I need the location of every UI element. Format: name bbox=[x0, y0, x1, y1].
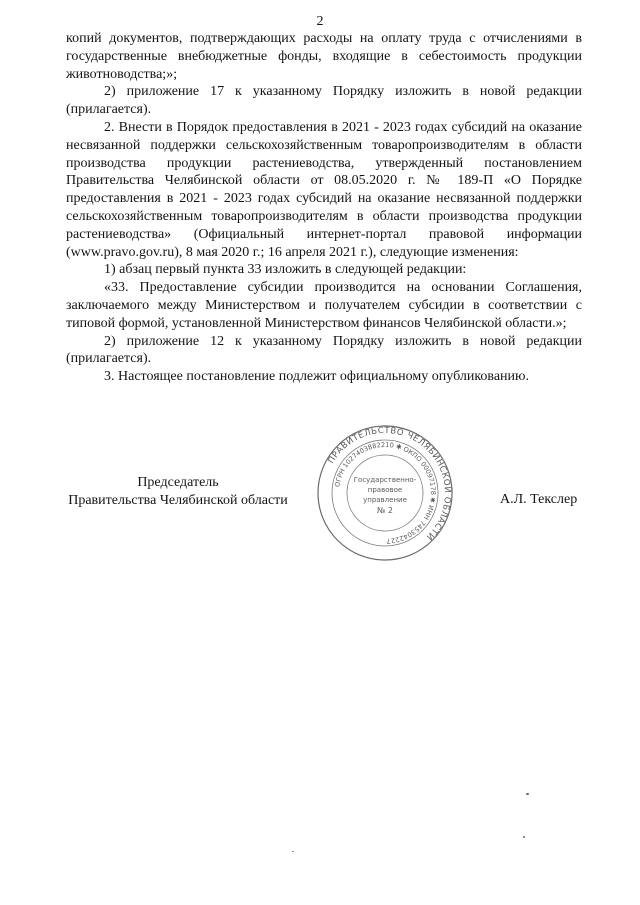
signatory-name: А.Л. Текслер bbox=[500, 492, 578, 507]
paragraph-appendix-17: 2) приложение 17 к указанному Порядку изложить в новой редакции (прилагается). bbox=[66, 84, 582, 118]
seal-outer-text: ПРАВИТЕЛЬСТВО ЧЕЛЯБИНСКОЙ ОБЛАСТИ bbox=[326, 425, 453, 542]
document-body bbox=[66, 30, 582, 386]
seal-center-line1: Государственно- bbox=[353, 476, 417, 484]
signatory-title bbox=[62, 474, 294, 509]
paragraph-amendment-2: 2. Внести в Порядок предоставления в 2021 - 2023 годах субсидий на оказание несвязанной поддержки сельскохозяйственным товаропроизводителям в области производства продукции растениеводства, утвержденный постановлением Правительства Челябинской области от 08.05.2020 г. № 189-П «О Порядке предоставления в 2021 - 2023 годах субсидий на оказание несвязанной поддержки сельскохозяйственным товаропроизводителям в области производства продукции растениеводства» (Официальный интернет-портал правовой информации (www.pravo.gov.ru), 8 мая 2020 г.; 16 апреля 2021 г.), следующие изменения: bbox=[66, 119, 582, 260]
seal-center-line3: управление bbox=[363, 496, 407, 504]
seal-center-line4: № 2 bbox=[377, 506, 393, 515]
official-seal bbox=[316, 424, 454, 562]
signatory-title-line1: Председатель bbox=[137, 475, 219, 490]
scan-speck bbox=[292, 851, 294, 852]
paragraph-publication: 3. Настоящее постановление подлежит официальному опубликованию. bbox=[104, 369, 529, 385]
paragraph-appendix-12: 2) приложение 12 к указанному Порядку изложить в новой редакции (прилагается). bbox=[66, 333, 582, 367]
seal-center-line2: правовое bbox=[367, 486, 403, 494]
seal-ring-text: ОГРН 1027403882210 ✱ ОКПО 00097178 ✱ ИНН 7453042227 bbox=[333, 440, 438, 546]
paragraph-subitem-1: 1) абзац первый пункта 33 изложить в следующей редакции: bbox=[104, 262, 467, 278]
signatory-title-line2: Правительства Челябинской области bbox=[68, 492, 288, 508]
page-number: 2 bbox=[316, 14, 324, 29]
scan-speck bbox=[526, 793, 529, 795]
paragraph-quote-33: «33. Предоставление субсидии производится на основании Соглашения, заключаемого между Министерством и получателем субсидии в соответствии с типовой формой, установленной Министерством финансов Челябинской области.»; bbox=[66, 280, 582, 331]
paragraph-continuation: копий документов, подтверждающих расходы на оплату труда с отчислениями в государственные внебюджетные фонды, входящие в себестоимость продукции животноводства;»; bbox=[66, 31, 582, 82]
scan-speck bbox=[523, 836, 525, 838]
